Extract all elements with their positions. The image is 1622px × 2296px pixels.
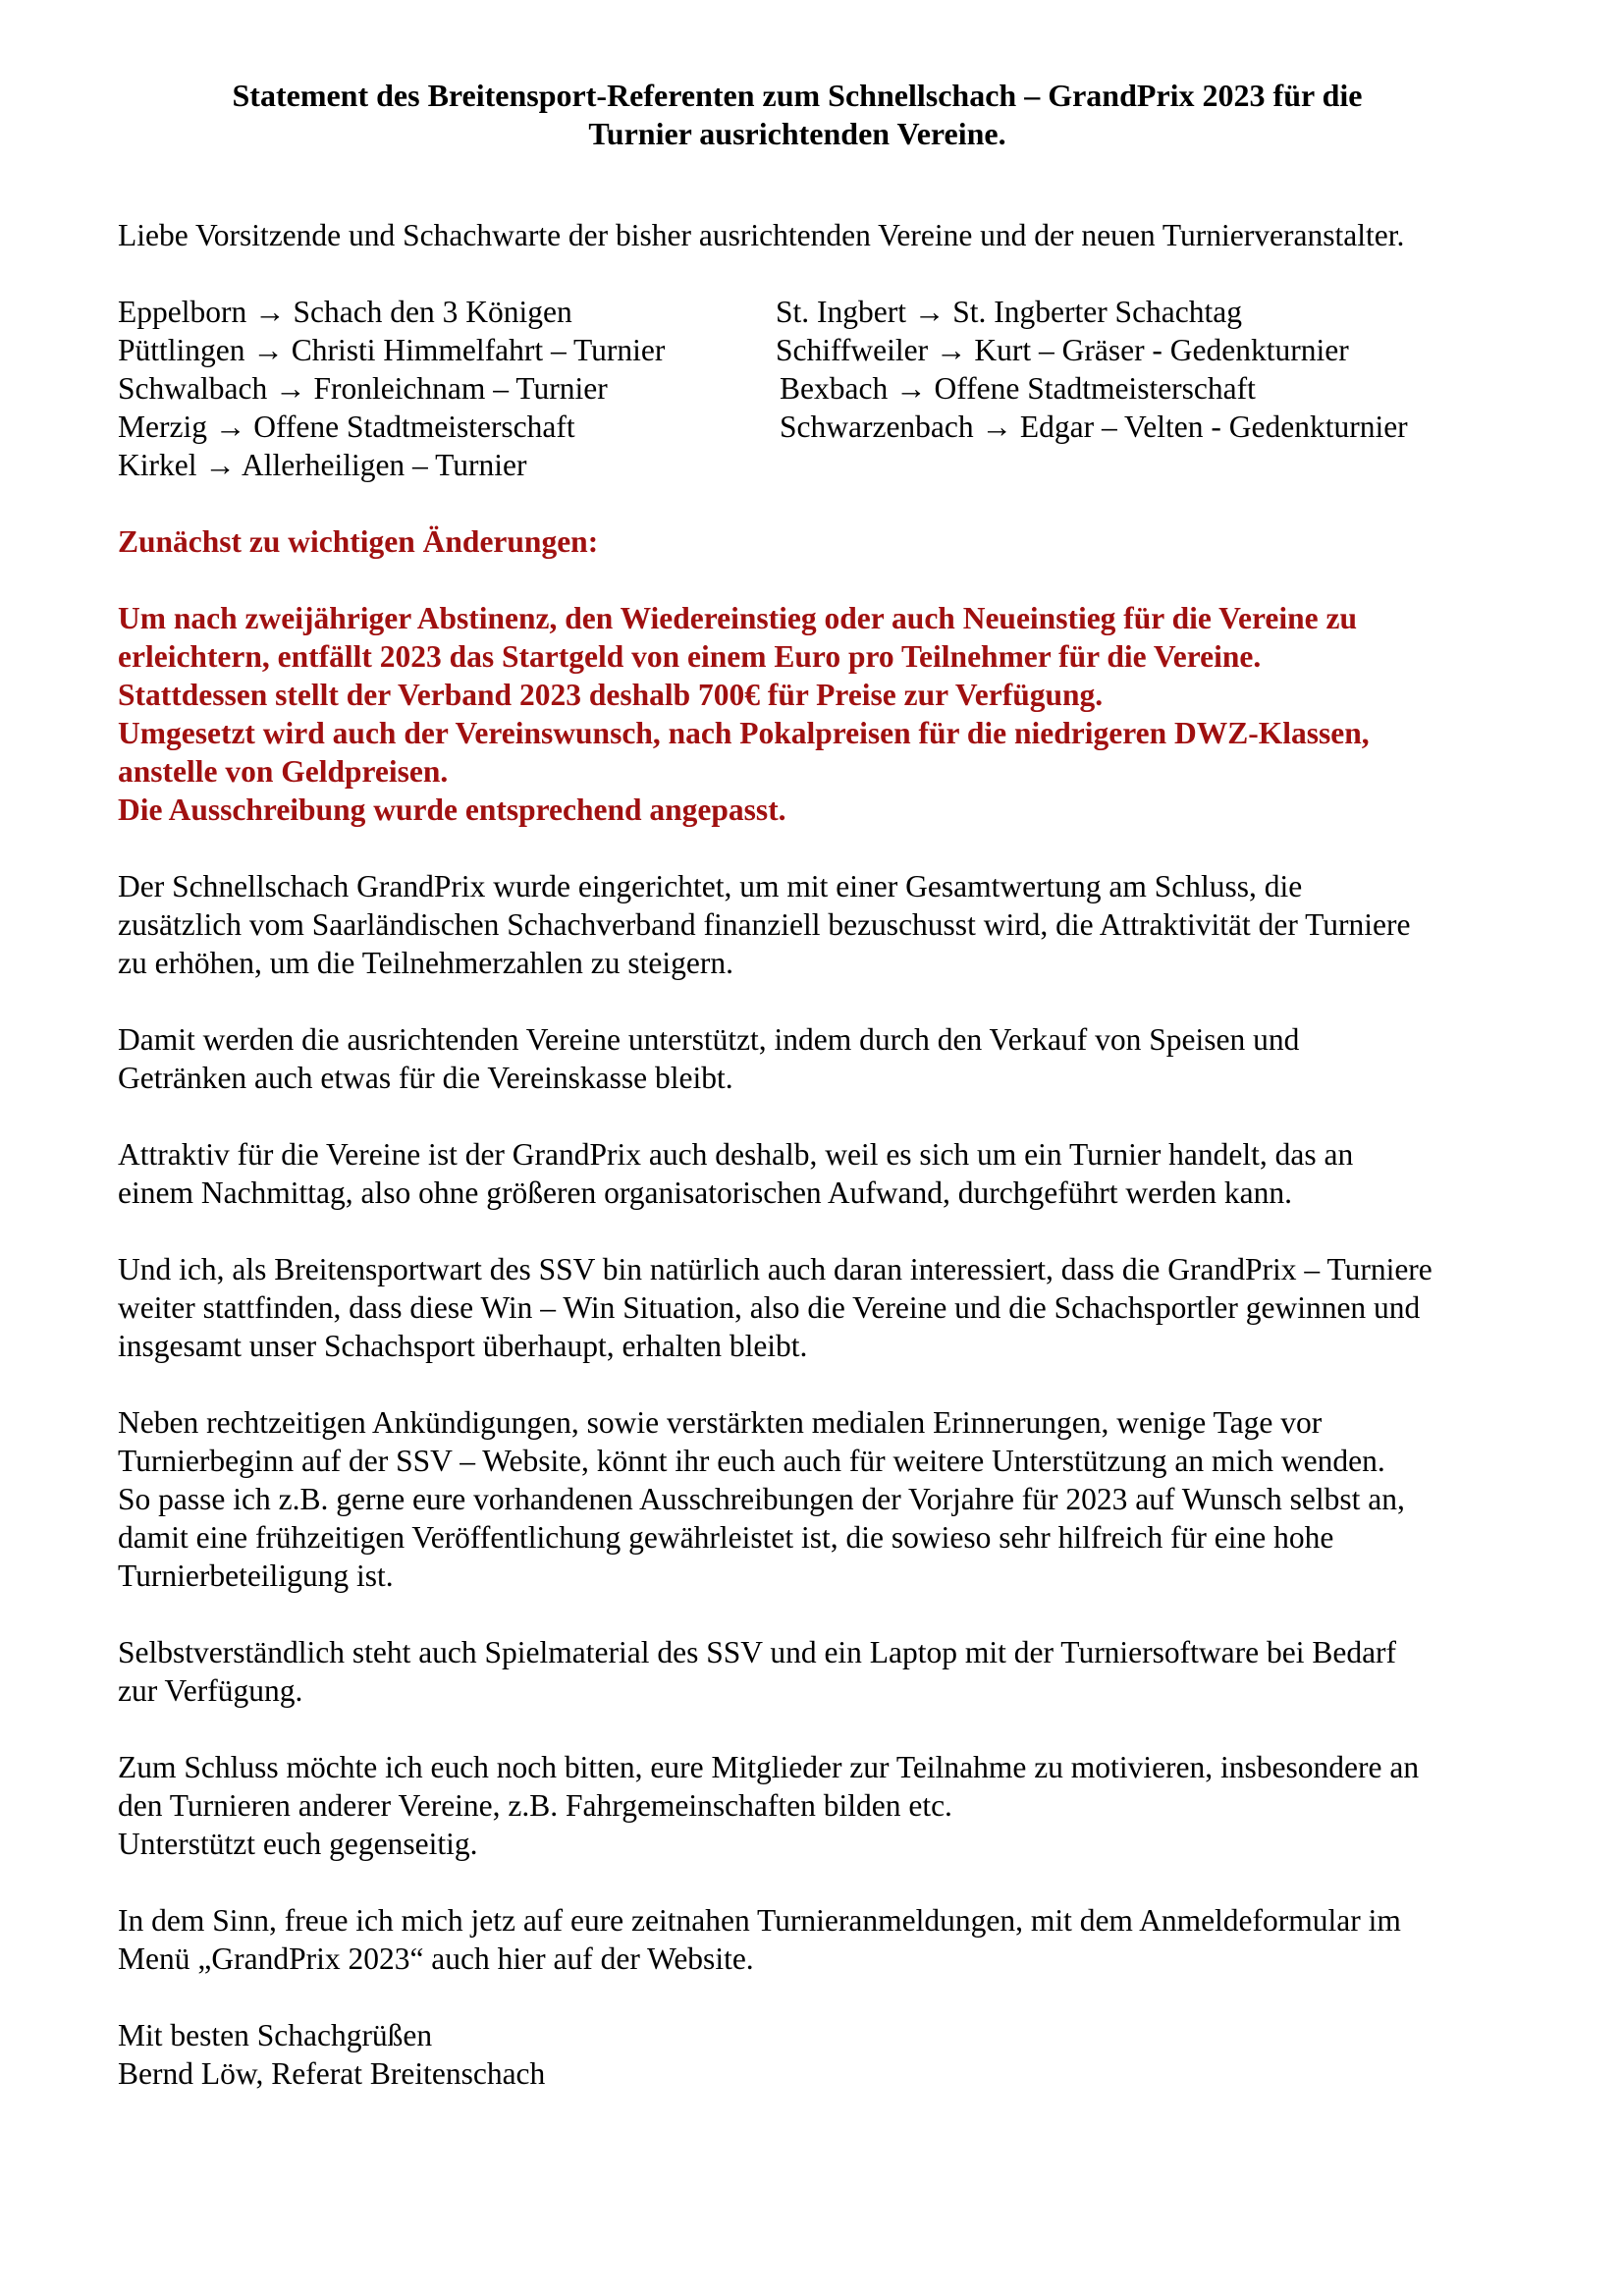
text-line: insgesamt unser Schachsport überhaupt, erhalten bleibt. xyxy=(118,1329,808,1363)
tournament-item: Schiffweiler → Kurt – Gräser - Gedenkturnier xyxy=(776,333,1349,367)
text-line: zu erhöhen, um die Teilnehmerzahlen zu steigern. xyxy=(118,946,733,980)
text-line: Damit werden die ausrichtenden Vereine unterstützt, indem durch den Verkauf von Speisen und xyxy=(118,1022,1300,1057)
text-line: Getränken auch etwas für die Vereinskasse bleibt. xyxy=(118,1061,733,1095)
title-line-1: Statement des Breitensport-Referenten zum Schnellschach – GrandPrix 2023 für die xyxy=(232,78,1363,113)
changes-line: anstelle von Geldpreisen. xyxy=(118,754,449,789)
text-line: Der Schnellschach GrandPrix wurde eingerichtet, um mit einer Gesamtwertung am Schluss, die xyxy=(118,869,1303,903)
text-line: In dem Sinn, freue ich mich jetz auf eure zeitnahen Turnieranmeldungen, mit dem Anmeldeformular im xyxy=(118,1903,1401,1938)
paragraph-interest xyxy=(118,1250,1532,1365)
changes-line: Um nach zweijähriger Abstinenz, den Wiedereinstieg oder auch Neueinstieg für die Vereine zu xyxy=(118,601,1358,635)
text-line: Menü „GrandPrix 2023“ auch hier auf der Website. xyxy=(118,1941,754,1976)
text-line: Turnierbeteiligung ist. xyxy=(118,1558,394,1593)
text-line: Unterstützt euch gegenseitig. xyxy=(118,1827,478,1861)
title-line-2: Turnier ausrichtenden Vereine. xyxy=(588,116,1006,151)
text-line: damit eine frühzeitigen Veröffentlichung gewährleistet ist, die sowieso sehr hilfreich für eine hohe xyxy=(118,1520,1334,1555)
text-line: einem Nachmittag, also ohne größeren organisatorischen Aufwand, durchgeführt werden kann. xyxy=(118,1175,1293,1210)
changes-block xyxy=(118,599,1532,829)
changes-heading: Zunächst zu wichtigen Änderungen: xyxy=(118,524,599,559)
tournament-item: Schwarzenbach → Edgar – Velten - Gedenkturnier xyxy=(780,410,1408,444)
text-line: Turnierbeginn auf der SSV – Website, könnt ihr euch auch für weitere Unterstützung an mich wenden. xyxy=(118,1444,1385,1478)
tournament-item: Püttlingen → Christi Himmelfahrt – Turnier xyxy=(118,333,666,367)
text-line: den Turnieren anderer Vereine, z.B. Fahrgemeinschaften bilden etc. xyxy=(118,1788,952,1823)
text-line: zusätzlich vom Saarländischen Schachverband finanziell bezuschusst wird, die Attraktivität der Turniere xyxy=(118,907,1411,942)
paragraph-grandprix-purpose xyxy=(118,867,1532,982)
tournament-list-right xyxy=(776,293,1408,446)
changes-line: Stattdessen stellt der Verband 2023 deshalb 700€ für Preise zur Verfügung. xyxy=(118,678,1104,712)
changes-line: Die Ausschreibung wurde entsprechend angepasst. xyxy=(118,793,786,827)
paragraph-participation xyxy=(118,1748,1532,1863)
signoff xyxy=(118,2016,1532,2093)
tournament-item: St. Ingbert → St. Ingberter Schachtag xyxy=(776,295,1243,329)
tournament-item: Schwalbach → Fronleichnam – Turnier xyxy=(118,371,608,406)
tournament-list xyxy=(118,293,1532,484)
paragraph-attractiveness xyxy=(118,1135,1532,1212)
text-line: Neben rechtzeitigen Ankündigungen, sowie verstärkten medialen Erinnerungen, wenige Tage vor xyxy=(118,1405,1323,1440)
document-title xyxy=(90,77,1504,153)
paragraph-announcements xyxy=(118,1403,1532,1595)
paragraph-equipment xyxy=(118,1633,1532,1710)
changes-line: Umgesetzt wird auch der Vereinswunsch, nach Pokalpreisen für die niedrigeren DWZ-Klassen, xyxy=(118,716,1370,750)
changes-line: erleichtern, entfällt 2023 das Startgeld von einem Euro pro Teilnehmer für die Vereine. xyxy=(118,639,1262,674)
closing-line: Mit besten Schachgrüßen xyxy=(118,2018,433,2052)
text-line: Selbstverständlich steht auch Spielmaterial des SSV und ein Laptop mit der Turniersoftware bei Bedarf xyxy=(118,1635,1397,1669)
text-line: Zum Schluss möchte ich euch noch bitten, eure Mitglieder zur Teilnahme zu motivieren, insbesondere an xyxy=(118,1750,1420,1784)
tournament-item: Kirkel → Allerheiligen – Turnier xyxy=(118,448,527,482)
greeting: Liebe Vorsitzende und Schachwarte der bisher ausrichtenden Vereine und der neuen Turnierveranstalter. xyxy=(118,218,1405,252)
text-line: Attraktiv für die Vereine ist der GrandPrix auch deshalb, weil es sich um ein Turnier handelt, das an xyxy=(118,1137,1354,1172)
text-line: zur Verfügung. xyxy=(118,1673,303,1708)
tournament-item: Eppelborn → Schach den 3 Königen xyxy=(118,295,572,329)
tournament-list-left xyxy=(118,293,665,484)
text-line: weiter stattfinden, dass diese Win – Win Situation, also die Vereine und die Schachsportler gewinnen und xyxy=(118,1290,1421,1325)
paragraph-registration xyxy=(118,1901,1532,1978)
text-line: Und ich, als Breitensportwart des SSV bin natürlich auch daran interessiert, dass die GrandPrix – Turniere xyxy=(118,1252,1433,1286)
text-line: So passe ich z.B. gerne eure vorhandenen Ausschreibungen der Vorjahre für 2023 auf Wunsch selbst an, xyxy=(118,1482,1405,1516)
paragraph-club-support xyxy=(118,1020,1532,1097)
signature-name: Bernd Löw, Referat Breitenschach xyxy=(118,2056,546,2091)
tournament-item: Merzig → Offene Stadtmeisterschaft xyxy=(118,410,575,444)
tournament-item: Bexbach → Offene Stadtmeisterschaft xyxy=(780,371,1256,406)
document-page xyxy=(118,77,1532,2093)
